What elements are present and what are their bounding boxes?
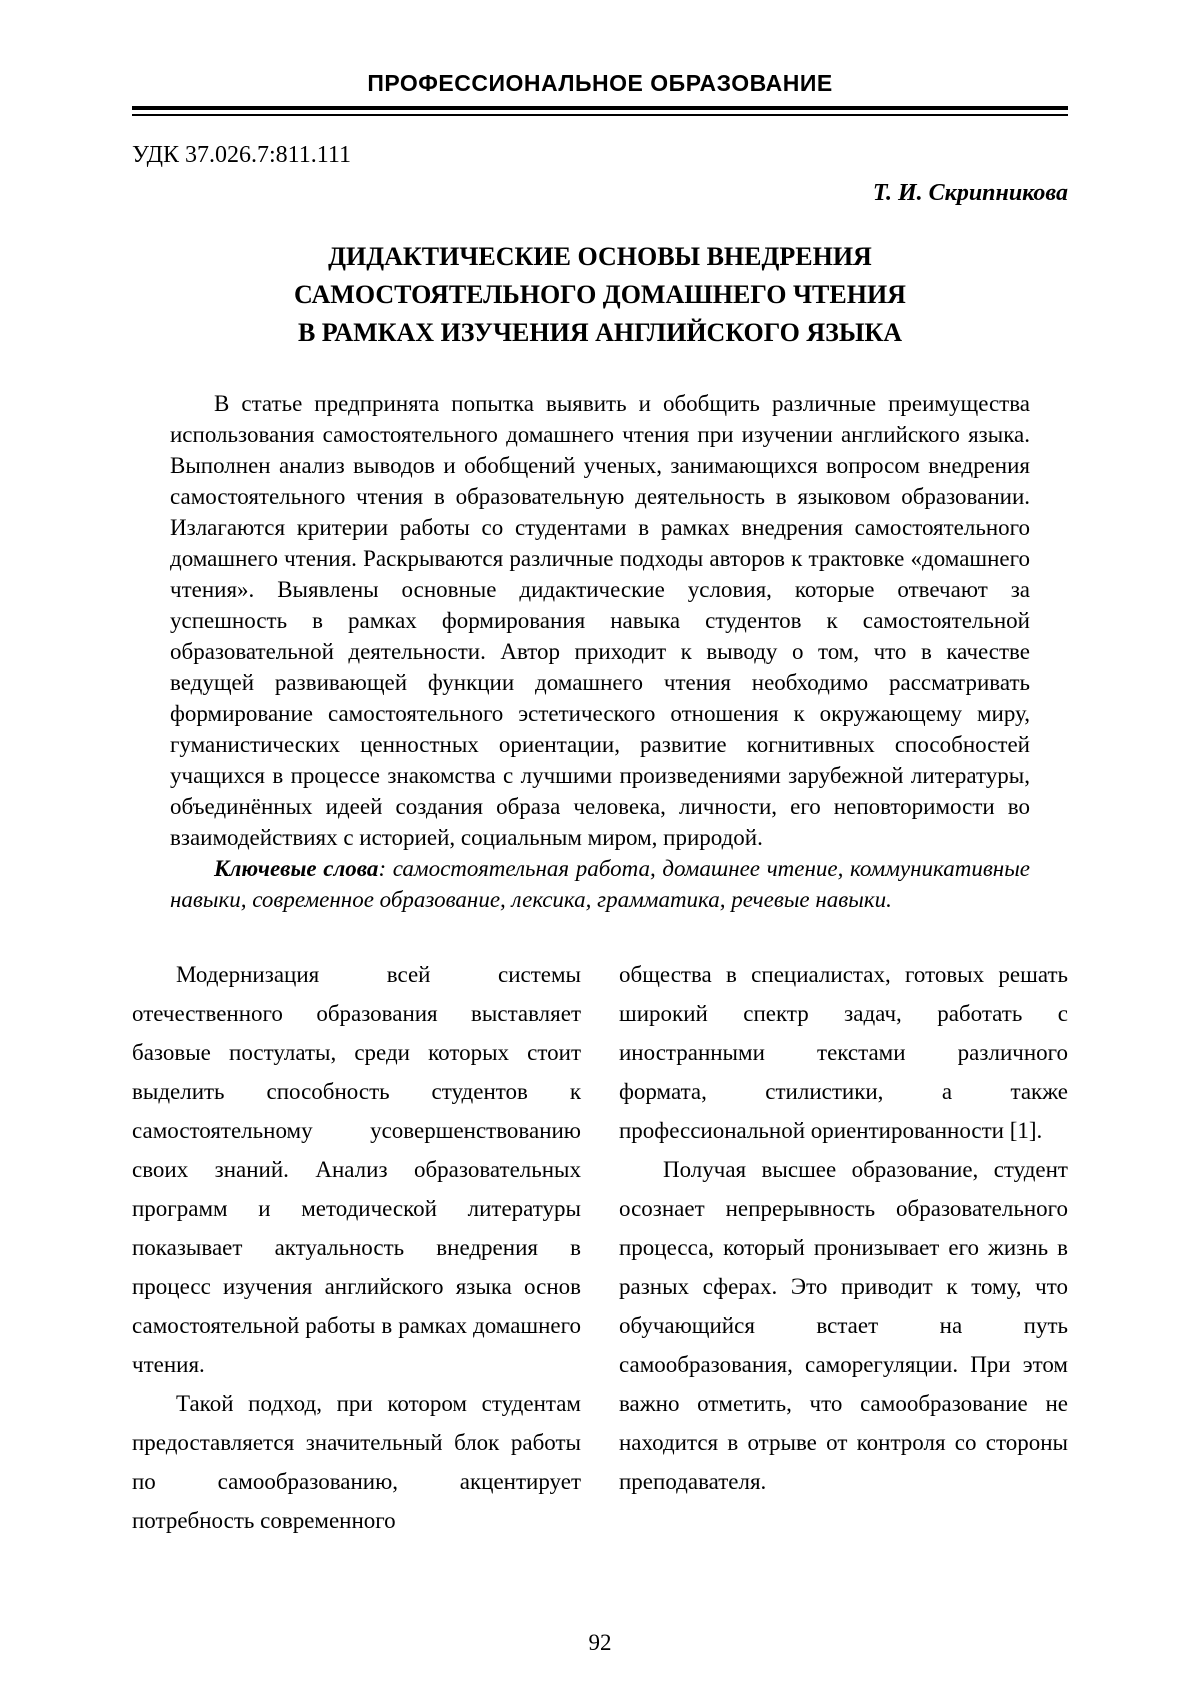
- header-double-rule: [132, 106, 1068, 116]
- article-title: [132, 238, 1068, 352]
- body-paragraph: Модернизация всей системы отечественного образования выставляет базовые постулаты, среди которых стоит выделить способность студентов к самостоятельному усовершенствованию своих знаний. Анализ образовательных программ и методической литературы показывает актуальность внедрения в процесс изучения английского языка основ самостоятельной работы в рамках домашнего чтения.: [132, 962, 581, 1377]
- running-head: ПРОФЕССИОНАЛЬНОЕ ОБРАЗОВАНИЕ: [367, 70, 833, 96]
- page-number: 92: [588, 1630, 612, 1655]
- left-column: [132, 955, 581, 1540]
- body-paragraph: Такой подход, при котором студентам предоставляется значительный блок работы по самообразованию, акцентирует потребность современного: [132, 1391, 581, 1533]
- keywords-label: Ключевые слова: [214, 856, 379, 881]
- right-column: [619, 955, 1068, 1540]
- article-title-line-2: САМОСТОЯТЕЛЬНОГО ДОМАШНЕГО ЧТЕНИЯ: [294, 280, 906, 309]
- body-paragraph-continuation: общества в специалистах, готовых решать широкий спектр задач, работать с иностранными текстами различного формата, стилистики, а также профессиональной ориентированности [1].: [619, 962, 1068, 1143]
- article-title-line-3: В РАМКАХ ИЗУЧЕНИЯ АНГЛИЙСКОГО ЯЗЫКА: [297, 318, 903, 347]
- article-title-line-1: ДИДАКТИЧЕСКИЕ ОСНОВЫ ВНЕДРЕНИЯ: [328, 242, 872, 271]
- two-column-body: [132, 955, 1068, 1540]
- author-name: Т. И. Скрипникова: [872, 180, 1068, 206]
- udc-number: УДК 37.026.7:811.111: [132, 142, 351, 168]
- keywords-text: : самостоятельная работа, домашнее чтение, коммуникативные навыки, современное образование, лексика, грамматика, речевые навыки.: [170, 856, 1030, 912]
- abstract-paragraph: В статье предпринята попытка выявить и обобщить различные преимущества использования самостоятельного домашнего чтения при изучении английского языка. Выполнен анализ выводов и обобщений ученых, занимающихся вопросом внедрения самостоятельного чтения в образовательную деятельность в языковом образовании. Излагаются критерии работы со студентами в рамках внедрения самостоятельного домашнего чтения. Раскрываются различные подходы авторов к трактовке «домашнего чтения». Выявлены основные дидактические условия, которые отвечают за успешность в рамках формирования навыка студентов к самостоятельной образовательной деятельности. Автор приходит к выводу о том, что в качестве ведущей развивающей функции домашнего чтения необходимо рассматривать формирование самостоятельного эстетического отношения к окружающему миру, гуманистических ценностных ориентации, развитие когнитивных способностей учащихся в процессе знакомства с лучшими произведениями зарубежной литературы, объединённых идеей создания образа человека, личности, его неповторимости во взаимодействиях с историей, социальным миром, природой.: [170, 391, 1030, 850]
- keywords-paragraph: [170, 853, 1030, 915]
- body-paragraph: Получая высшее образование, студент осознает непрерывность образовательного процесса, который пронизывает его жизнь в разных сферах. Это приводит к тому, что обучающийся встает на путь самообразования, саморегуляции. При этом важно отметить, что самообразование не находится в отрыве от контроля со стороны преподавателя.: [619, 1157, 1068, 1494]
